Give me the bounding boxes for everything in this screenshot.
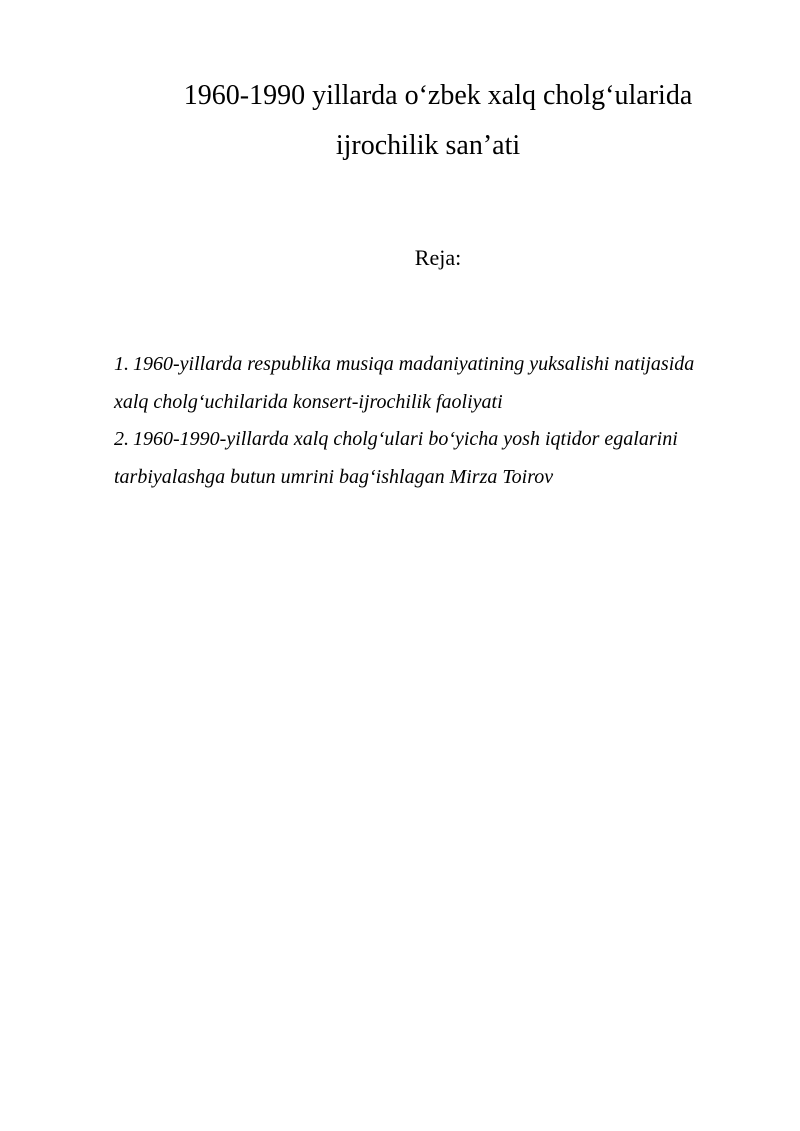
plan-item-number: 2.: [114, 428, 129, 450]
plan-item-2: [114, 421, 754, 496]
plan-item-2-line-1: [114, 421, 754, 459]
plan-item-number: 1.: [114, 353, 129, 375]
document-title-line-1: 1960-1990 yillarda o‘zbek xalq cholg‘ularida: [183, 80, 693, 111]
plan-item-text: 1960-yillarda respublika musiqa madaniyatining yuksalishi natijasida: [133, 353, 695, 375]
document-title-line-2: ijrochilik san’ati: [335, 130, 521, 161]
plan-item-2-line-2: tarbiyalashga butun umrini bag‘ishlagan Mirza Toirov: [114, 465, 554, 488]
plan-heading: Reja:: [414, 245, 462, 270]
plan-item-1: [114, 346, 754, 421]
plan-item-text: 1960-1990-yillarda xalq cholg‘ulari bo‘yicha yosh iqtidor egalarini: [133, 428, 678, 450]
plan-item-1-line-2: xalq cholg‘uchilarida konsert-ijrochilik faoliyati: [114, 390, 503, 413]
plan-list: [114, 346, 754, 496]
plan-item-1-line-1: [114, 346, 754, 384]
